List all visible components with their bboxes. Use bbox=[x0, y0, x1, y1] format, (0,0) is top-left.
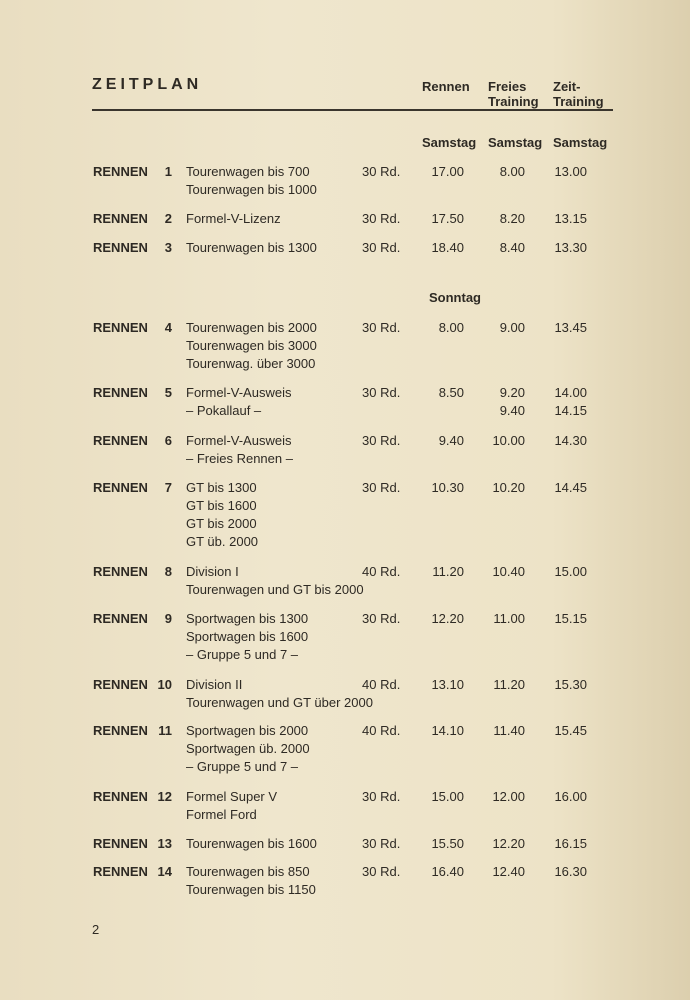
race-class-line: GT bis 2000 bbox=[186, 516, 257, 531]
timed-training-time bbox=[554, 479, 587, 497]
day-header-saturday-free: Samstag bbox=[488, 135, 543, 150]
timed-training-time bbox=[554, 319, 587, 337]
timed-training-time-line: 15.30 bbox=[554, 677, 587, 692]
free-training-time-line: 10.00 bbox=[492, 433, 525, 448]
race-class-line: Sportwagen bis 1600 bbox=[186, 629, 309, 644]
race-start-time bbox=[431, 610, 464, 628]
header-divider bbox=[92, 109, 613, 111]
race-number: 5 bbox=[164, 385, 172, 400]
race-label: RENNEN bbox=[93, 611, 148, 626]
race-class bbox=[186, 479, 258, 551]
timed-training-time-line: 15.00 bbox=[554, 564, 587, 579]
free-training-time bbox=[493, 722, 525, 740]
race-start-time-line: 10.30 bbox=[431, 480, 464, 495]
race-start-time-line: 15.00 bbox=[431, 789, 464, 804]
race-class bbox=[186, 563, 364, 599]
free-training-time bbox=[492, 563, 525, 581]
race-class bbox=[186, 863, 316, 899]
race-start-time-line: 13.10 bbox=[431, 677, 464, 692]
race-start-time-line: 17.50 bbox=[431, 211, 464, 226]
race-class bbox=[186, 676, 373, 712]
race-class bbox=[186, 319, 317, 373]
race-rounds: 30 Rd. bbox=[362, 480, 401, 495]
timed-training-time bbox=[554, 722, 587, 740]
race-start-time bbox=[431, 722, 464, 740]
day-header-sunday: Sonntag bbox=[429, 290, 481, 305]
race-class-line: Tourenwagen und GT bis 2000 bbox=[186, 582, 364, 597]
free-training-time bbox=[500, 163, 525, 181]
free-training-time-line: 10.20 bbox=[492, 480, 525, 495]
race-label: RENNEN bbox=[93, 564, 148, 579]
race-number: 8 bbox=[164, 564, 172, 579]
race-label: RENNEN bbox=[93, 164, 148, 179]
free-training-time bbox=[492, 432, 525, 450]
race-label: RENNEN bbox=[93, 864, 148, 879]
race-class-line: Tourenwagen bis 1300 bbox=[186, 240, 317, 255]
race-rounds: 30 Rd. bbox=[362, 611, 401, 626]
timed-training-time-line: 15.45 bbox=[554, 723, 587, 738]
race-class bbox=[186, 610, 308, 664]
race-label: RENNEN bbox=[93, 433, 148, 448]
race-class-line: Division II bbox=[186, 677, 243, 692]
timed-training-time-line: 14.15 bbox=[554, 403, 587, 418]
race-class-line: – Pokallauf – bbox=[186, 403, 262, 418]
free-training-time bbox=[500, 384, 525, 420]
free-training-time bbox=[500, 210, 525, 228]
race-rounds: 30 Rd. bbox=[362, 864, 401, 879]
race-label: RENNEN bbox=[93, 677, 148, 692]
race-class-line: Tourenwagen bis 1600 bbox=[186, 836, 317, 851]
race-label: RENNEN bbox=[93, 723, 148, 738]
race-number: 3 bbox=[164, 240, 172, 255]
race-class-line: – Freies Rennen – bbox=[186, 451, 293, 466]
race-class-line: Formel Super V bbox=[186, 789, 278, 804]
timed-training-time bbox=[554, 563, 587, 581]
column-header-freies-training bbox=[488, 79, 539, 109]
timed-training-time-line: 13.00 bbox=[554, 164, 587, 179]
timed-training-time-line: 14.30 bbox=[554, 433, 587, 448]
free-training-time-line: 8.40 bbox=[499, 240, 525, 255]
day-header-saturday-race: Samstag bbox=[422, 135, 477, 150]
race-number: 14 bbox=[157, 864, 172, 879]
column-header-zeit-line2: Training bbox=[553, 94, 604, 109]
race-start-time-line: 14.10 bbox=[431, 723, 464, 738]
race-class-line: Tourenwagen bis 1150 bbox=[186, 882, 316, 897]
free-training-time-line: 11.20 bbox=[493, 677, 525, 692]
race-start-time bbox=[431, 676, 464, 694]
column-header-rennen: Rennen bbox=[422, 79, 470, 94]
race-rounds: 30 Rd. bbox=[362, 211, 401, 226]
race-number: 2 bbox=[164, 211, 172, 226]
column-header-freies-line1: Freies bbox=[488, 79, 527, 94]
race-start-time bbox=[439, 384, 464, 402]
race-start-time-line: 17.00 bbox=[431, 164, 464, 179]
race-class-line: GT bis 1600 bbox=[186, 498, 257, 513]
race-class-line: Formel Ford bbox=[186, 807, 257, 822]
race-start-time bbox=[431, 163, 464, 181]
race-class bbox=[186, 384, 291, 420]
timed-training-time bbox=[554, 863, 587, 881]
race-rounds: 30 Rd. bbox=[362, 320, 401, 335]
timed-training-time-line: 14.45 bbox=[554, 480, 587, 495]
free-training-time-line: 8.20 bbox=[499, 211, 525, 226]
race-number: 10 bbox=[157, 677, 172, 692]
timed-training-time bbox=[554, 610, 587, 628]
race-class-line: Formel-V-Ausweis bbox=[186, 433, 292, 448]
race-class-line: Tourenwagen bis 3000 bbox=[186, 338, 317, 353]
free-training-time bbox=[492, 835, 525, 853]
free-training-time-line: 9.00 bbox=[499, 320, 525, 335]
column-header-freies-line2: Training bbox=[488, 94, 539, 109]
race-start-time bbox=[431, 479, 464, 497]
free-training-time bbox=[500, 319, 525, 337]
race-class-line: Tourenwagen bis 850 bbox=[186, 864, 310, 879]
free-training-time bbox=[493, 676, 525, 694]
race-class bbox=[186, 835, 317, 853]
free-training-time bbox=[492, 788, 525, 806]
race-label: RENNEN bbox=[93, 480, 148, 495]
race-class-line: GT bis 1300 bbox=[186, 480, 257, 495]
race-class bbox=[186, 210, 281, 228]
race-rounds: 30 Rd. bbox=[362, 164, 401, 179]
free-training-time-line: 12.40 bbox=[492, 864, 525, 879]
race-number: 1 bbox=[164, 164, 172, 179]
race-start-time bbox=[431, 239, 464, 257]
free-training-time bbox=[493, 610, 525, 628]
race-start-time bbox=[431, 863, 464, 881]
race-class-line: GT üb. 2000 bbox=[186, 534, 259, 549]
race-class-line: Sportwagen bis 2000 bbox=[186, 723, 309, 738]
page-title: ZEITPLAN bbox=[92, 76, 203, 93]
race-label: RENNEN bbox=[93, 385, 148, 400]
race-class-line: – Gruppe 5 und 7 – bbox=[186, 759, 299, 774]
race-class-line: Sportwagen bis 1300 bbox=[186, 611, 309, 626]
timed-training-time bbox=[554, 384, 587, 420]
race-label: RENNEN bbox=[93, 789, 148, 804]
race-start-time-line: 8.50 bbox=[438, 385, 464, 400]
race-start-time bbox=[431, 210, 464, 228]
race-rounds: 30 Rd. bbox=[362, 385, 401, 400]
race-class bbox=[186, 722, 310, 776]
column-header-zeit-line1: Zeit- bbox=[553, 79, 581, 94]
race-start-time-line: 9.40 bbox=[438, 433, 464, 448]
race-class-line: Formel-V-Ausweis bbox=[186, 385, 292, 400]
race-label: RENNEN bbox=[93, 211, 148, 226]
timed-training-time bbox=[554, 210, 587, 228]
race-class-line: Sportwagen üb. 2000 bbox=[186, 741, 310, 756]
timed-training-time bbox=[554, 676, 587, 694]
race-start-time bbox=[439, 319, 464, 337]
column-header-zeit-training bbox=[553, 79, 604, 109]
free-training-time bbox=[500, 239, 525, 257]
timed-training-time-line: 14.00 bbox=[554, 385, 587, 400]
race-number: 6 bbox=[164, 433, 172, 448]
free-training-time bbox=[492, 479, 525, 497]
timed-training-time bbox=[554, 835, 587, 853]
timed-training-time bbox=[554, 432, 587, 450]
free-training-time-line: 8.00 bbox=[499, 164, 525, 179]
timed-training-time-line: 13.15 bbox=[554, 211, 587, 226]
race-label: RENNEN bbox=[93, 836, 148, 851]
race-label: RENNEN bbox=[93, 320, 148, 335]
race-start-time bbox=[431, 788, 464, 806]
timed-training-time bbox=[554, 788, 587, 806]
race-rounds: 40 Rd. bbox=[362, 677, 401, 692]
race-label: RENNEN bbox=[93, 240, 148, 255]
free-training-time-line: 11.40 bbox=[493, 723, 525, 738]
race-number: 13 bbox=[157, 836, 172, 851]
timed-training-time-line: 13.30 bbox=[554, 240, 587, 255]
race-class bbox=[186, 163, 317, 199]
race-class bbox=[186, 432, 293, 468]
race-start-time bbox=[431, 835, 464, 853]
timed-training-time-line: 16.15 bbox=[554, 836, 587, 851]
timed-training-time-line: 16.00 bbox=[554, 789, 587, 804]
timed-training-time bbox=[554, 163, 587, 181]
race-rounds: 30 Rd. bbox=[362, 836, 401, 851]
free-training-time-line: 10.40 bbox=[492, 564, 525, 579]
free-training-time-line: 9.40 bbox=[499, 403, 525, 418]
race-class-line: Tourenwagen bis 2000 bbox=[186, 320, 317, 335]
race-class-line: Tourenwagen bis 700 bbox=[186, 164, 310, 179]
race-number: 12 bbox=[157, 789, 172, 804]
race-start-time bbox=[432, 563, 464, 581]
race-class-line: Division I bbox=[186, 564, 239, 579]
race-start-time bbox=[439, 432, 464, 450]
race-start-time-line: 16.40 bbox=[431, 864, 464, 879]
free-training-time-line: 11.00 bbox=[493, 611, 525, 626]
timed-training-time-line: 13.45 bbox=[554, 320, 587, 335]
free-training-time-line: 12.00 bbox=[492, 789, 525, 804]
race-rounds: 30 Rd. bbox=[362, 433, 401, 448]
race-number: 4 bbox=[164, 320, 172, 335]
page-number: 2 bbox=[92, 922, 100, 937]
race-rounds: 40 Rd. bbox=[362, 723, 401, 738]
free-training-time-line: 9.20 bbox=[499, 385, 525, 400]
timed-training-time bbox=[554, 239, 587, 257]
race-class bbox=[186, 788, 277, 824]
race-start-time-line: 8.00 bbox=[438, 320, 464, 335]
race-number: 11 bbox=[158, 723, 172, 738]
race-class bbox=[186, 239, 317, 257]
race-start-time-line: 11.20 bbox=[432, 564, 464, 579]
race-class-line: Tourenwag. über 3000 bbox=[186, 356, 316, 371]
race-class-line: – Gruppe 5 und 7 – bbox=[186, 647, 299, 662]
race-number: 7 bbox=[164, 480, 172, 495]
free-training-time bbox=[492, 863, 525, 881]
day-header-saturday-timed: Samstag bbox=[553, 135, 608, 150]
timed-training-time-line: 16.30 bbox=[554, 864, 587, 879]
race-number: 9 bbox=[164, 611, 172, 626]
race-rounds: 40 Rd. bbox=[362, 564, 401, 579]
race-rounds: 30 Rd. bbox=[362, 789, 401, 804]
timed-training-time-line: 15.15 bbox=[554, 611, 587, 626]
free-training-time-line: 12.20 bbox=[492, 836, 525, 851]
race-start-time-line: 18.40 bbox=[431, 240, 464, 255]
race-rounds: 30 Rd. bbox=[362, 240, 401, 255]
race-class-line: Tourenwagen und GT über 2000 bbox=[186, 695, 373, 710]
race-class-line: Formel-V-Lizenz bbox=[186, 211, 281, 226]
race-start-time-line: 15.50 bbox=[431, 836, 464, 851]
race-start-time-line: 12.20 bbox=[431, 611, 464, 626]
race-class-line: Tourenwagen bis 1000 bbox=[186, 182, 317, 197]
